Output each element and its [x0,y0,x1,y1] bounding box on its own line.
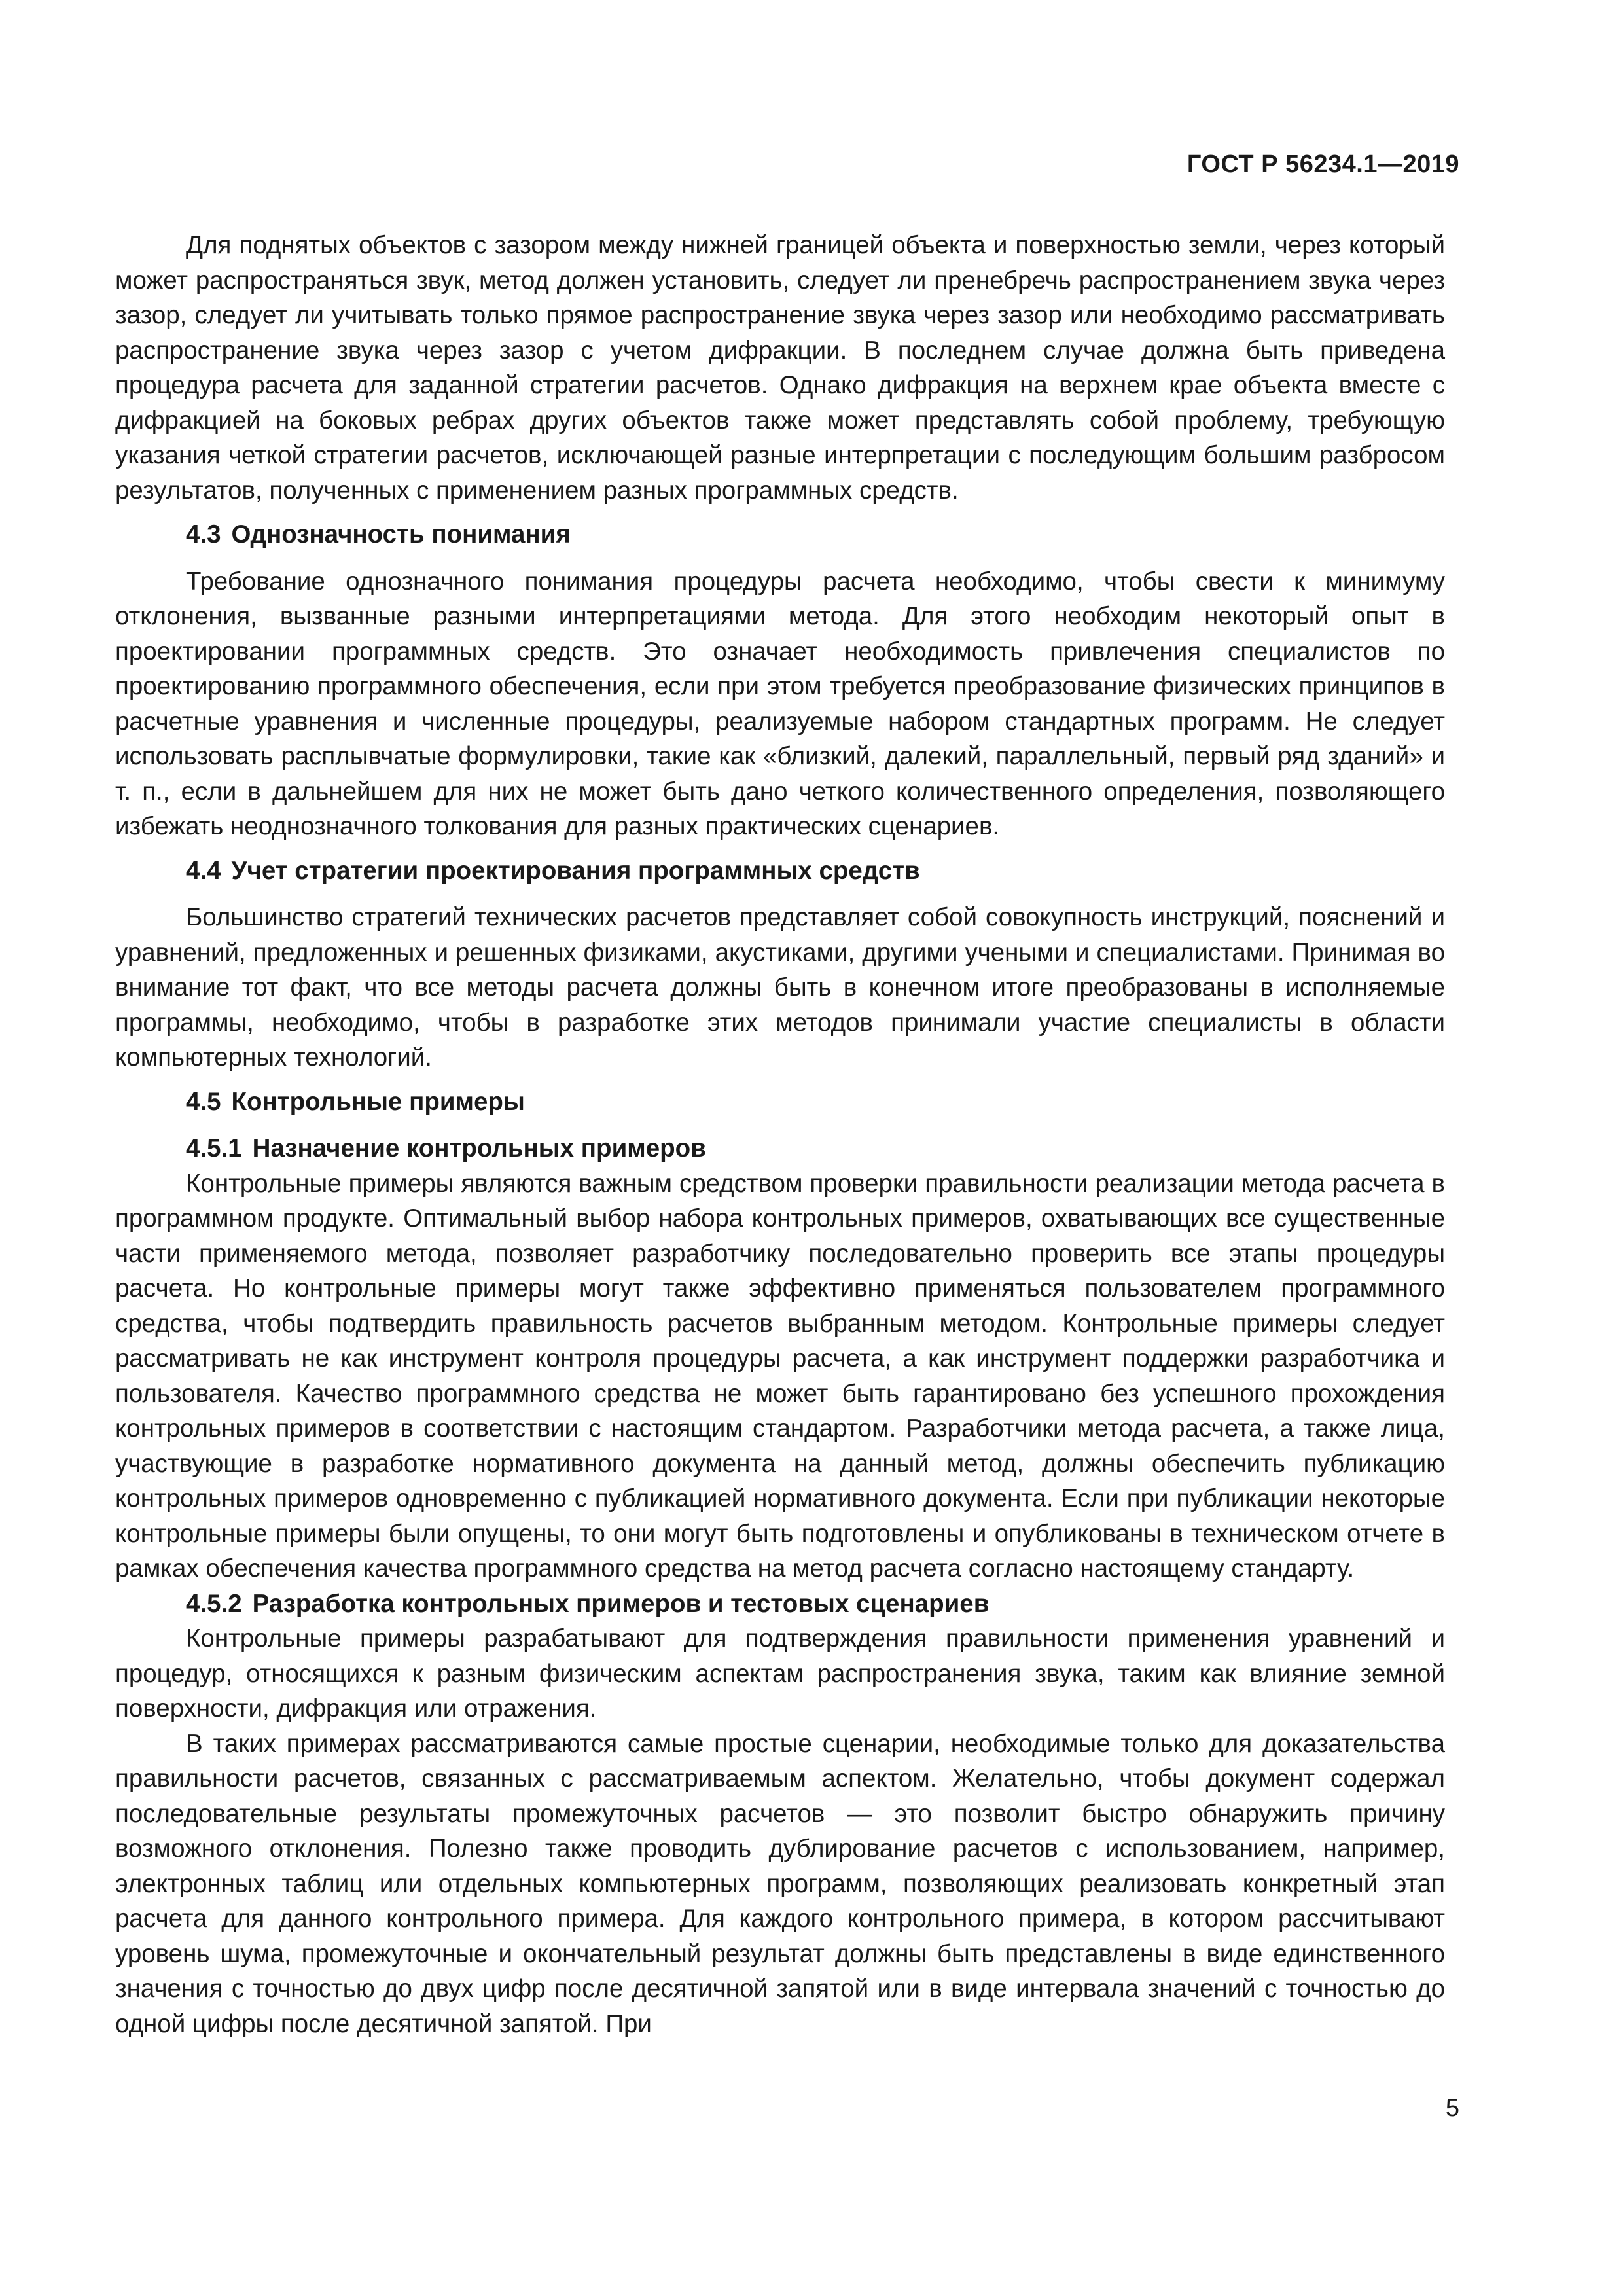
section-title: Контрольные примеры [231,1087,525,1116]
section-4-3-paragraph: Требование однозначного понимания процедуры расчета необходимо, чтобы свести к минимуму отклонения, вызванные разными интерпретациями метода. Для этого необходим некоторый опыт в проектировании программных средств. Это означает необходимость привлечения специалистов по проектированию программного обеспечения, если при этом требуется преобразование физических принципов в расчетные уравнения и численные процедуры, реализуемые набором стандартных программ. Не следует использовать расплывчатые формулировки, такие как «близкий, далекий, параллельный, первый ряд зданий» и т. п., если в дальнейшем для них не может быть дано четкого количественного определения, позволяющего избежать неоднозначного толкования для разных практических сценариев. [115,567,1445,840]
subsection-title: Назначение контрольных примеров [252,1134,706,1162]
document-code: ГОСТ Р 56234.1—2019 [1186,151,1459,178]
subsection-number: 4.5.2 [186,1589,242,1618]
section-number: 4.5 [186,1087,221,1116]
section-heading-4-5 [115,1085,1445,1120]
section-4-5-2-paragraph-1: Контрольные примеры разрабатывают для подтверждения правильности применения уравнений и процедур, относящихся к разным физическим аспектам распространения звука, таким как влияние земной поверхности, дифракция или отражения. [115,1624,1445,1723]
section-heading-4-3 [115,517,1445,552]
section-title: Учет стратегии проектирования программных средств [231,856,920,885]
document-body [115,228,1445,2041]
subsection-heading-4-5-2 [115,1587,1445,1622]
section-4-5-1-paragraph: Контрольные примеры являются важным средством проверки правильности реализации метода расчета в программном продукте. Оптимальный выбор набора контрольных примеров, охватывающих все существенные части применяемого метода, позволяет разработчику последовательно проверить все этапы процедуры расчета. Но контрольные примеры могут также эффективно применяться пользователем программного средства, чтобы подтвердить правильность расчетов выбранным методом. Контрольные примеры следует рассматривать не как инструмент контроля процедуры расчета, а как инструмент поддержки разработчика и пользователя. Качество программного средства не может быть гарантировано без успешного прохождения контрольных примеров в соответствии с настоящим стандартом. Разработчики метода расчета, а также лица, участвующие в разработке нормативного документа на данный метод, должны обеспечить публикацию контрольных примеров одновременно с публикацией нормативного документа. Если при публикации некоторые контрольные примеры были опущены, то они могут быть подготовлены и опубликованы в техническом отчете в рамках обеспечения качества программного средства на метод расчета согласно настоящему стандарту. [115,1169,1445,1583]
subsection-heading-4-5-1 [115,1131,1445,1166]
subsection-title: Разработка контрольных примеров и тестовых сценариев [252,1589,990,1618]
section-4-5-2-paragraph-2: В таких примерах рассматриваются самые простые сценарии, необходимые только для доказательства правильности расчетов, связанных с рассматриваемым аспектом. Желательно, чтобы документ содержал последовательные результаты промежуточных расчетов — это позволит быстро обнаружить причину возможного отклонения. Полезно также проводить дублирование расчетов с использованием, например, электронных таблиц или отдельных компьютерных программ, позволяющих реализовать конкретный этап расчета для данного контрольного примера. Для каждого контрольного примера, в котором рассчитывают уровень шума, промежуточные и окончательный результат должны быть представлены в виде единственного значения с точностью до двух цифр после десятичной запятой или в виде интервала значений с точностью до одной цифры после десятичной запятой. При [115,1729,1445,2038]
intro-paragraph: Для поднятых объектов с зазором между нижней границей объекта и поверхностью земли, через который может распространяться звук, метод должен установить, следует ли пренебречь распространением звука через зазор, следует ли учитывать только прямое распространение звука через зазор или необходимо рассматривать распространение звука через зазор с учетом дифракции. В последнем случае должна быть приведена процедура расчета для заданной стратегии расчетов. Однако дифракция на верхнем крае объекта вместе с дифракцией на боковых ребрах других объектов также может представлять собой проблему, требующую указания четкой стратегии расчетов, исключающей разные интерпретации с последующим большим разбросом результатов, полученных с применением разных программных средств. [115,231,1445,505]
section-number: 4.4 [186,856,221,885]
section-4-4-paragraph: Большинство стратегий технических расчетов представляет собой совокупность инструкций, пояснений и уравнений, предложенных и решенных физиками, акустиками, другими учеными и специалистами. Принимая во внимание тот факт, что все методы расчета должны быть в конечном итоге преобразованы в исполняемые программы, необходимо, чтобы в разработке этих методов принимали участие специалисты в области компьютерных технологий. [115,903,1445,1071]
section-number: 4.3 [186,520,221,548]
subsection-number: 4.5.1 [186,1134,242,1162]
page-number: 5 [1445,2094,1459,2122]
section-title: Однозначность понимания [231,520,571,548]
section-heading-4-4 [115,853,1445,889]
